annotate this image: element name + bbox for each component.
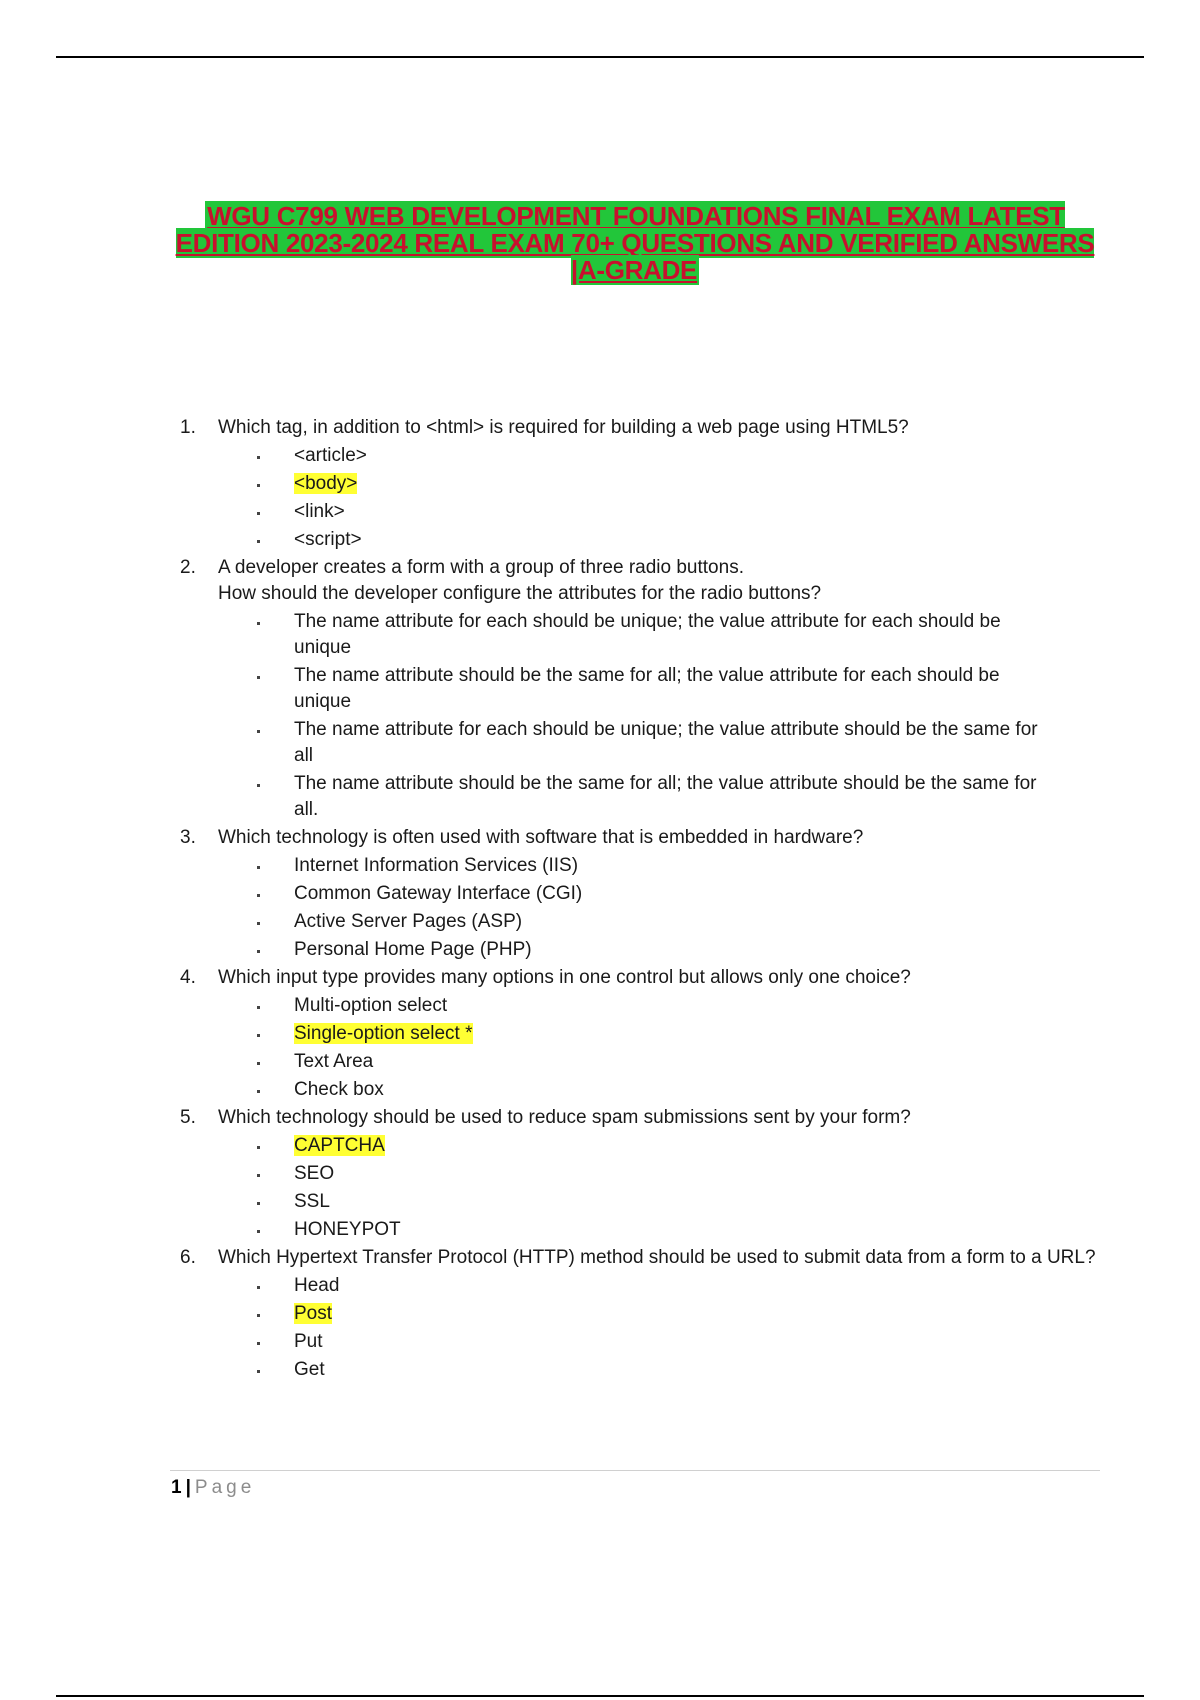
question-block	[180, 1245, 1100, 1383]
bullet-icon	[180, 1077, 256, 1103]
question-number: 1.	[180, 417, 196, 438]
bullet-icon	[180, 1273, 256, 1299]
bullet-icon	[180, 1329, 256, 1355]
page-footer	[171, 1476, 255, 1500]
answer-option-body	[294, 499, 1054, 525]
bullet-icon	[180, 1021, 256, 1047]
answer-option-text: Multi-option select	[294, 995, 448, 1016]
question	[180, 1105, 1100, 1131]
question-block	[180, 1105, 1100, 1243]
bullet-icon	[180, 1301, 256, 1327]
page-label: Page	[194, 1477, 256, 1498]
bullet-icon	[180, 443, 256, 469]
question-block	[180, 555, 1100, 823]
answer-option-body	[294, 717, 1054, 769]
question-line: Which technology is often used with software that is embedded in hardware?	[218, 827, 864, 848]
answer-option-body	[294, 1049, 1054, 1075]
footer-rule	[170, 1470, 1100, 1471]
answer-option	[180, 771, 1100, 823]
answer-option-body	[294, 1077, 1054, 1103]
question-line: Which input type provides many options in one control but allows only one choice?	[218, 967, 911, 988]
answer-options	[180, 609, 1100, 823]
answer-option	[180, 499, 1100, 525]
question	[180, 415, 1100, 441]
answer-option	[180, 1133, 1100, 1159]
answer-option	[180, 1021, 1100, 1047]
answer-option-text: Text Area	[294, 1051, 374, 1072]
answer-option-body	[294, 1021, 1054, 1047]
bullet-icon	[180, 663, 256, 715]
question-list	[180, 415, 1100, 1385]
answer-option-text: Common Gateway Interface (CGI)	[294, 883, 583, 904]
footer-edge-rule	[56, 1695, 1144, 1697]
answer-option-text: Internet Information Services (IIS)	[294, 855, 579, 876]
answer-option-body	[294, 881, 1054, 907]
answer-option-text: HONEYPOT	[294, 1219, 401, 1240]
document-title-text: WGU C799 WEB DEVELOPMENT FOUNDATIONS FINAL EXAM LATEST EDITION 2023-2024 REAL EXAM 70+ QUESTIONS AND VERIFIED ANSWERS |A-GRADE	[175, 201, 1095, 285]
bullet-icon	[180, 1189, 256, 1215]
bullet-icon	[180, 909, 256, 935]
question	[180, 555, 1100, 607]
answer-option-body	[294, 1133, 1054, 1159]
answer-option	[180, 993, 1100, 1019]
question	[180, 965, 1100, 991]
answer-options	[180, 993, 1100, 1103]
question-text	[218, 825, 1100, 851]
question-line: Which tag, in addition to <html> is required for building a web page using HTML5?	[218, 417, 909, 438]
answer-option	[180, 1329, 1100, 1355]
answer-option-body	[294, 443, 1054, 469]
answer-option-text: The name attribute should be the same for all; the value attribute for each should be unique	[294, 665, 1000, 712]
bullet-icon	[180, 1217, 256, 1243]
answer-option-body	[294, 937, 1054, 963]
answer-option	[180, 717, 1100, 769]
answer-option-text: Personal Home Page (PHP)	[294, 939, 532, 960]
answer-option-body	[294, 663, 1054, 715]
answer-option	[180, 1049, 1100, 1075]
answer-option	[180, 609, 1100, 661]
correct-answer-text: Post	[294, 1303, 333, 1324]
answer-option-text: Active Server Pages (ASP)	[294, 911, 523, 932]
answer-option-text: <link>	[294, 501, 345, 522]
question-text	[218, 555, 1100, 607]
bullet-icon	[180, 1133, 256, 1159]
answer-option-body	[294, 1357, 1054, 1383]
bullet-icon	[180, 881, 256, 907]
question-block	[180, 965, 1100, 1103]
answer-option-text: <script>	[294, 529, 362, 550]
question-line: A developer creates a form with a group of three radio buttons.	[218, 557, 744, 578]
answer-option	[180, 1273, 1100, 1299]
answer-option-text: The name attribute for each should be unique; the value attribute for each should be unique	[294, 611, 1001, 658]
answer-option-body	[294, 1273, 1054, 1299]
bullet-icon	[180, 853, 256, 879]
answer-option-text: The name attribute should be the same for all; the value attribute should be the same for all.	[294, 773, 1037, 820]
answer-option-text: Check box	[294, 1079, 384, 1100]
answer-option	[180, 1301, 1100, 1327]
answer-options	[180, 853, 1100, 963]
answer-option-body	[294, 1189, 1054, 1215]
header-rule	[56, 56, 1144, 58]
question-block	[180, 825, 1100, 963]
question-line: Which technology should be used to reduce spam submissions sent by your form?	[218, 1107, 911, 1128]
answer-option-text: <article>	[294, 445, 367, 466]
question-number: 5.	[180, 1107, 196, 1128]
answer-option-body	[294, 527, 1054, 553]
question-block	[180, 415, 1100, 553]
answer-option-body	[294, 1329, 1054, 1355]
question-number: 4.	[180, 967, 196, 988]
question	[180, 825, 1100, 851]
question-line: How should the developer configure the attributes for the radio buttons?	[218, 583, 822, 604]
answer-option	[180, 1077, 1100, 1103]
answer-option	[180, 527, 1100, 553]
answer-option-body	[294, 1217, 1054, 1243]
correct-answer-text: CAPTCHA	[294, 1135, 385, 1156]
bullet-icon	[180, 1161, 256, 1187]
page-number: 1	[171, 1477, 182, 1498]
answer-option-body	[294, 853, 1054, 879]
answer-option-body	[294, 1161, 1054, 1187]
question-number: 2.	[180, 557, 196, 578]
answer-option	[180, 663, 1100, 715]
answer-option-text: Get	[294, 1359, 325, 1380]
answer-option-text: Put	[294, 1331, 323, 1352]
bullet-icon	[180, 993, 256, 1019]
answer-option-text: SEO	[294, 1163, 335, 1184]
answer-options	[180, 443, 1100, 553]
bullet-icon	[180, 937, 256, 963]
bullet-icon	[180, 771, 256, 823]
answer-options	[180, 1273, 1100, 1383]
question-text	[218, 965, 1100, 991]
answer-option-text: Head	[294, 1275, 340, 1296]
correct-answer-text: Single-option select *	[294, 1023, 473, 1044]
bullet-icon	[180, 609, 256, 661]
question-number: 6.	[180, 1247, 196, 1268]
document-title	[170, 203, 1100, 284]
answer-option-body	[294, 1301, 1054, 1327]
question	[180, 1245, 1100, 1271]
question-line: Which Hypertext Transfer Protocol (HTTP) method should be used to submit data from a form to a URL?	[218, 1247, 1096, 1268]
answer-option-body	[294, 909, 1054, 935]
bullet-icon	[180, 1357, 256, 1383]
page-separator: |	[185, 1477, 191, 1498]
question-number: 3.	[180, 827, 196, 848]
answer-option-body	[294, 993, 1054, 1019]
question-text	[218, 415, 1100, 441]
bullet-icon	[180, 471, 256, 497]
answer-option	[180, 1161, 1100, 1187]
bullet-icon	[180, 1049, 256, 1075]
answer-option	[180, 853, 1100, 879]
bullet-icon	[180, 499, 256, 525]
answer-option	[180, 937, 1100, 963]
answer-option	[180, 1189, 1100, 1215]
bullet-icon	[180, 717, 256, 769]
answer-option-body	[294, 771, 1054, 823]
answer-option	[180, 443, 1100, 469]
answer-options	[180, 1133, 1100, 1243]
question-text	[218, 1245, 1100, 1271]
answer-option-text: SSL	[294, 1191, 330, 1212]
answer-option-text: The name attribute for each should be unique; the value attribute should be the same for all	[294, 719, 1038, 766]
correct-answer-text: <body>	[294, 473, 358, 494]
question-text	[218, 1105, 1100, 1131]
bullet-icon	[180, 527, 256, 553]
answer-option-body	[294, 609, 1054, 661]
answer-option	[180, 909, 1100, 935]
answer-option-body	[294, 471, 1054, 497]
answer-option	[180, 1357, 1100, 1383]
answer-option	[180, 881, 1100, 907]
answer-option	[180, 471, 1100, 497]
answer-option	[180, 1217, 1100, 1243]
